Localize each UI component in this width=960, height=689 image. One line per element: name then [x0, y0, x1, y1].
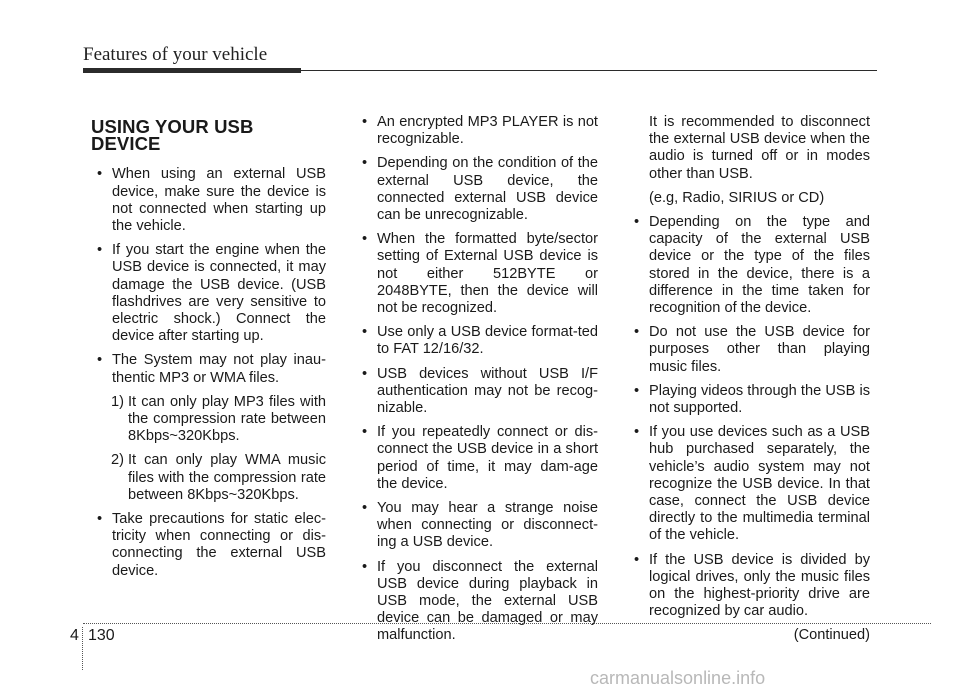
bullet-item: • If the USB device is divided by logical drives, only the music files on the highest-priority drive are recognized by car audio. — [628, 552, 870, 621]
continued-label: (Continued) — [793, 627, 870, 644]
bullet-item: • If you disconnect the external USB device during playback in USB mode, the external USB device can be damaged or may malfunction. — [356, 559, 598, 645]
subitem-number: 2) — [111, 452, 124, 469]
page-number: 130 — [88, 627, 115, 644]
bullet-item: • Playing videos through the USB is not supported. — [628, 383, 870, 417]
bullet-item: • If you start the engine when the USB device is connected, it may damage the USB device. (USB flashdrives are very sensitive to electric shock.) Connect the device after starting up. — [91, 242, 326, 345]
bullet-item: • Do not use the USB device for purposes other than playing music files. — [628, 324, 870, 376]
bullet-item: • Depending on the type and capacity of the external USB device or the type of the files stored in the device, there is a difference in the time taken for recognition of the device. — [628, 214, 870, 317]
subitem-number: 1) — [111, 393, 124, 410]
column-1 — [83, 114, 326, 587]
bullet-item: • USB devices without USB I/F authentication may not be recog-nizable. — [356, 366, 598, 418]
bullet-item: • An encrypted MP3 PLAYER is not recognizable. — [356, 114, 598, 148]
section-title: USING YOUR USB DEVICE — [91, 116, 254, 155]
continuation-paragraph: It is recommended to disconnect the external USB device when the audio is turned off or in modes other than USB. — [649, 114, 870, 182]
example-note: (e.g, Radio, SIRIUS or CD) — [649, 189, 825, 206]
chapter-number: 4 — [70, 627, 79, 644]
page-number-separator — [82, 627, 83, 670]
bullet-item: • If you repeatedly connect or dis-connect the USB device in a short period of time, it may dam-age the device. — [356, 424, 598, 493]
numbered-subitem — [91, 394, 326, 446]
numbered-subitem — [91, 452, 326, 504]
subitem-text: It can only play MP3 files with the compression rate between 8Kbps~320Kbps. — [128, 393, 326, 445]
bullet-item: • You may hear a strange noise when connecting or disconnect-ing a USB device. — [356, 500, 598, 552]
bullet-item: • Take precautions for static elec-tricity when connecting or dis-connecting the external USB device. — [91, 511, 326, 580]
bullet-item: • If you use devices such as a USB hub purchased separately, the vehicle’s audio system may not recognize the USB device. In that case, connect the USB device directly to the multimedia terminal of the vehicle. — [628, 424, 870, 544]
footer-dotted-rule — [83, 623, 931, 624]
bullet-item: • Use only a USB device format-ted to FAT 12/16/32. — [356, 324, 598, 358]
page-header-title: Features of your vehicle — [83, 44, 268, 65]
column-2 — [355, 114, 598, 652]
header-rule — [300, 70, 877, 71]
bullet-item: • Depending on the condition of the external USB device, the connected external USB device can be unrecognizable. — [356, 155, 598, 224]
bullet-item: • When the formatted byte/sector setting of External USB device is not either 512BYTE or 2048BYTE, then the device will not be recognized. — [356, 231, 598, 317]
subitem-text: It can only play WMA music files with the compression rate between 8Kbps~320Kbps. — [128, 452, 326, 503]
bullet-item: • When using an external USB device, make sure the device is not connected when starting up the vehicle. — [91, 166, 326, 235]
bullet-item: • The System may not play inau-thentic MP3 or WMA files. — [91, 352, 326, 386]
watermark: carmanualsonline.info — [590, 668, 766, 688]
header-bar — [83, 68, 301, 73]
column-3 — [627, 114, 870, 645]
